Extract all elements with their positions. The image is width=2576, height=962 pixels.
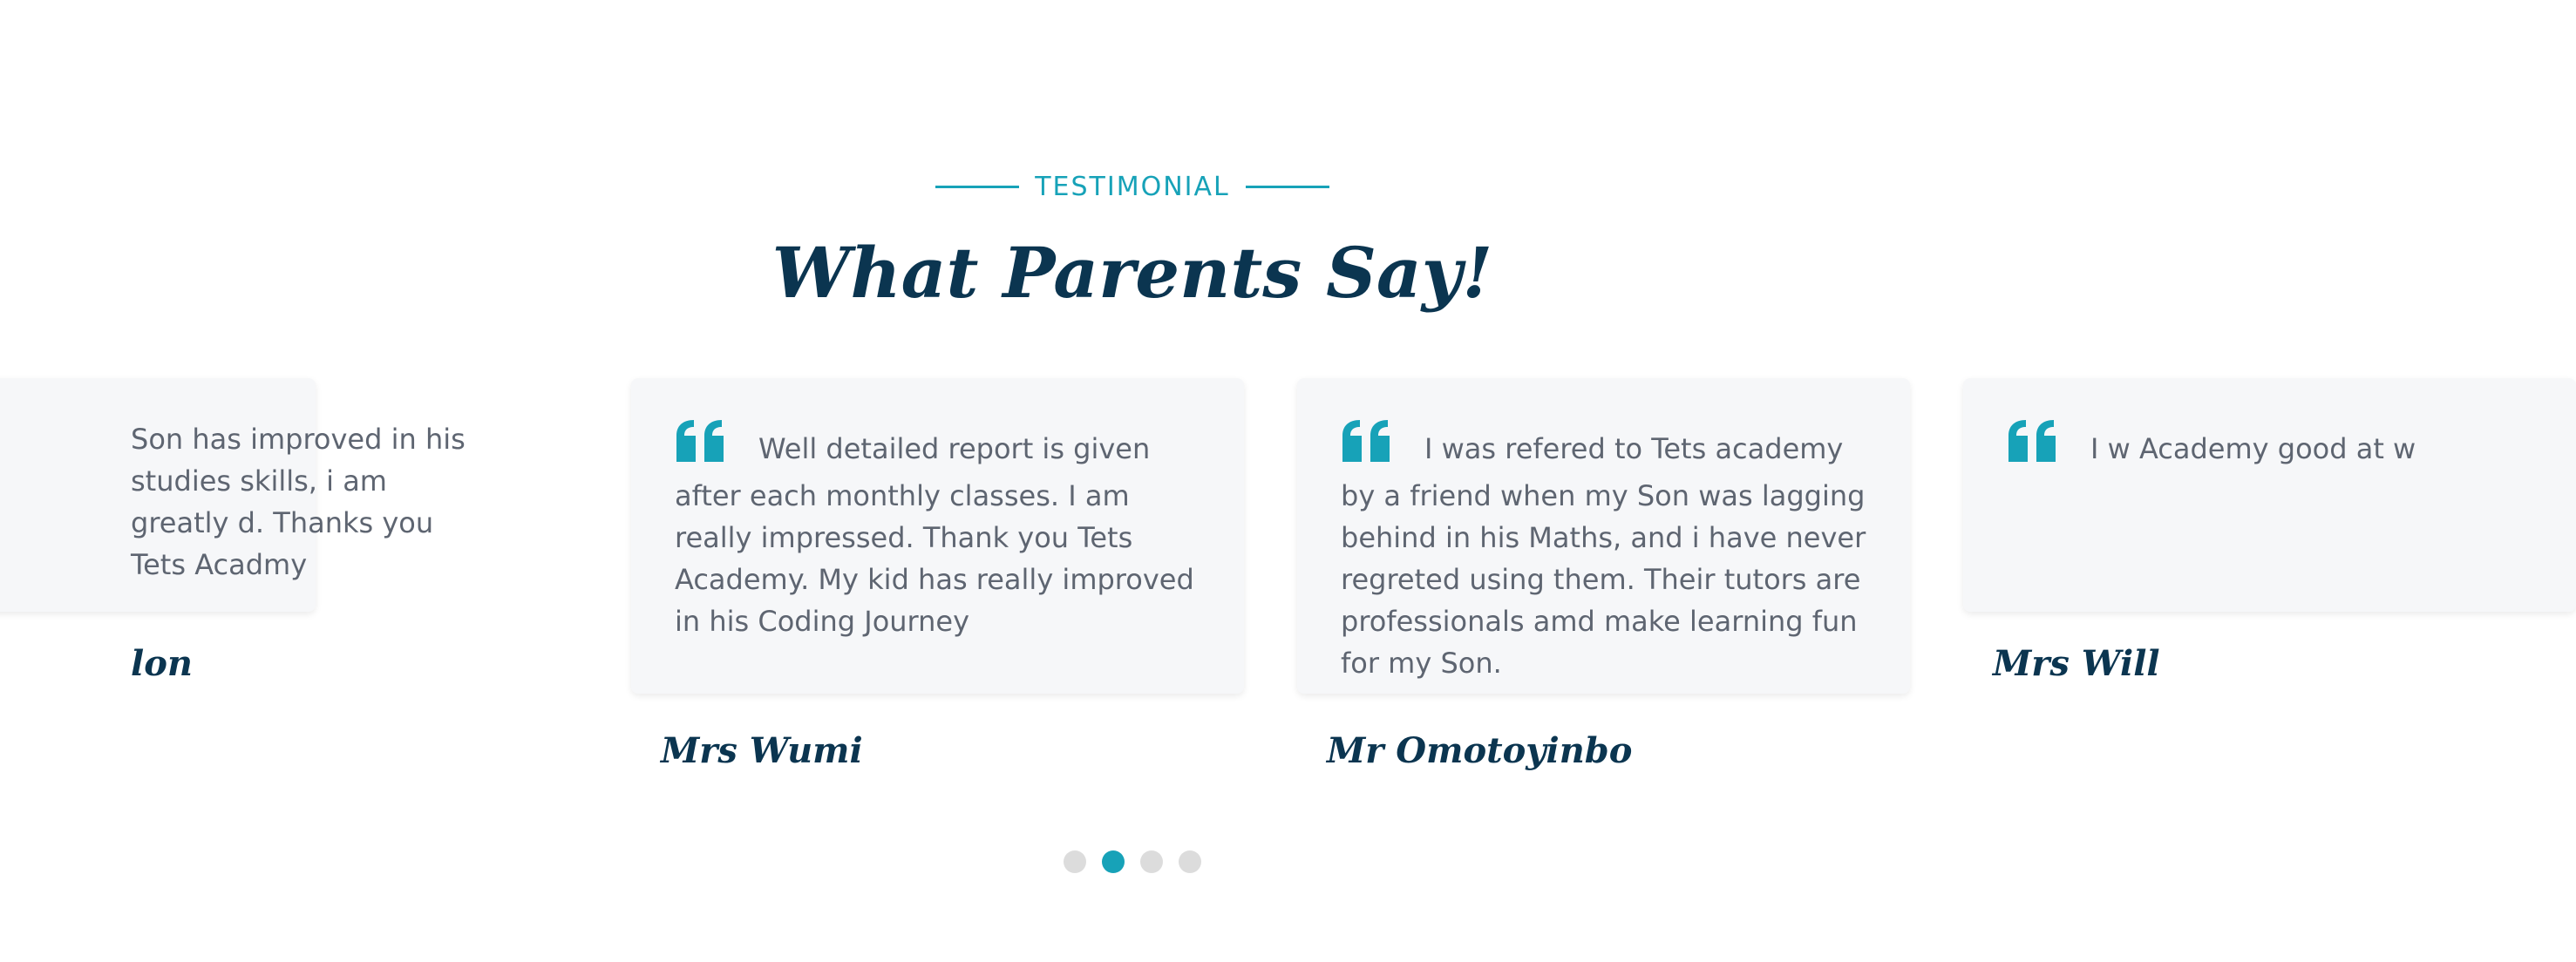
eyebrow-line-left: [935, 186, 1019, 188]
section-eyebrow: [0, 169, 2265, 204]
pagination-dot-3[interactable]: [1140, 850, 1163, 873]
testimonial-slide: [0, 378, 466, 684]
testimonial-card: [631, 378, 1244, 694]
testimonial-slide: [1963, 378, 2576, 684]
testimonial-card: [1963, 378, 2576, 612]
pagination-dot-4[interactable]: [1179, 850, 1201, 873]
eyebrow-line-right: [1246, 186, 1329, 188]
testimonial-text: I was refered to Tets academy by a friend when my Son was lagging behind in his Maths, and i have never regreted using them. Their tutors are professionals amd make learning fun for my Son.: [1341, 432, 1866, 680]
quote-icon: [1341, 418, 1391, 475]
testimonial-author: Mr Omotoyinbo: [1327, 730, 1633, 771]
testimonial-card: [0, 378, 466, 612]
testimonial-carousel[interactable]: [131, 366, 2416, 819]
quote-icon: [2007, 418, 2057, 475]
testimonial-card: [1297, 378, 1910, 694]
section-title: What Parents Say!: [771, 232, 1493, 314]
carousel-pagination: [0, 850, 2265, 873]
pagination-dot-2[interactable]: [1102, 850, 1125, 873]
eyebrow-label: TESTIMONIAL: [1035, 171, 1230, 202]
testimonial-slide: [1297, 378, 1910, 771]
testimonial-text: Well detailed report is given after each monthly classes. I am really impressed. Thank you Tets Academy. My kid has really improved in his Coding Journey: [675, 432, 1194, 638]
testimonial-author: Mrs Will: [1993, 643, 2160, 684]
testimonial-text: I w Academy good at w: [2090, 432, 2416, 465]
quote-icon: [675, 418, 725, 475]
testimonial-author: Mrs Wumi: [661, 730, 863, 771]
testimonial-slide: [631, 378, 1244, 771]
pagination-dot-1[interactable]: [1064, 850, 1086, 873]
testimonial-text: Son has improved in his studies skills, i am greatly d. Thanks you Tets Acadmy: [131, 423, 466, 581]
testimonial-author: lon: [131, 643, 193, 684]
